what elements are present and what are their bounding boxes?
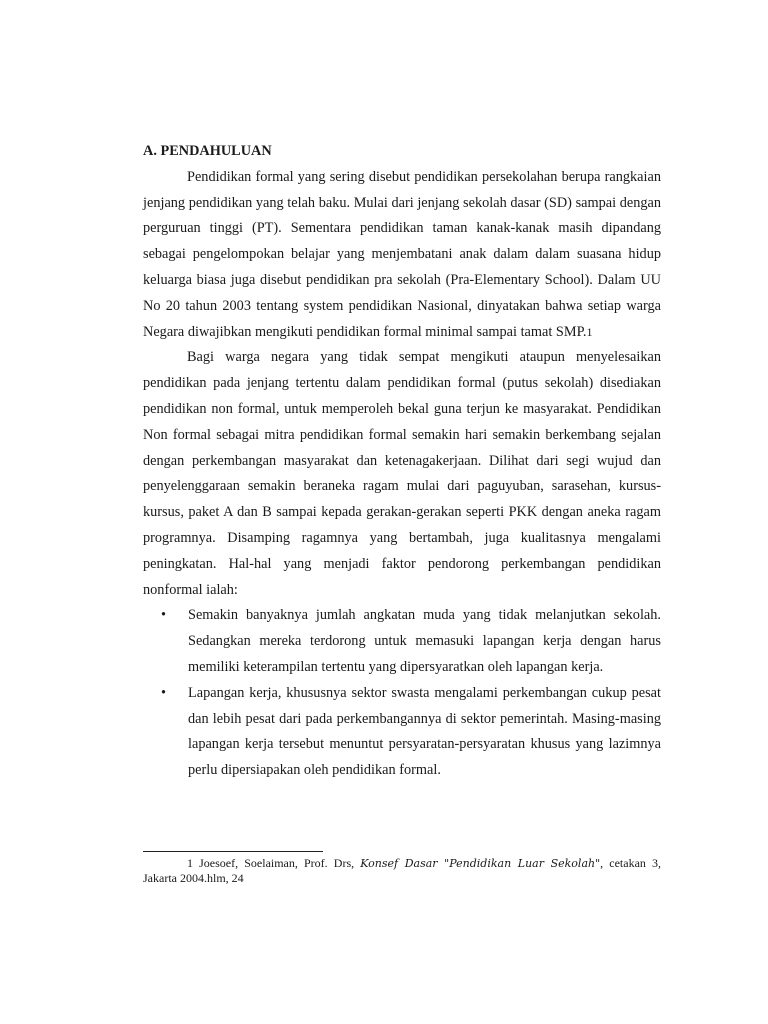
list-item-text: Semakin banyaknya jumlah angkatan muda yang tidak melanjutkan sekolah. Sedangkan mereka terdorong untuk memasuki lapangan kerja dengan harus memiliki keterampilan tertentu yang dipersyaratkan oleh lapangan kerja. <box>188 607 661 675</box>
footnote-author: Joesoef, Soelaiman, Prof. Drs, <box>199 856 355 870</box>
bullet-list <box>143 603 661 784</box>
body-text <box>143 139 661 784</box>
list-item <box>143 603 661 680</box>
footnote-title: Konsef Dasar "Pendidikan Luar Sekolah" <box>360 857 601 870</box>
paragraph-1 <box>143 165 661 346</box>
bullet-icon: • <box>161 684 167 701</box>
bullet-icon: • <box>161 607 167 624</box>
footnote-publication: , cetakan 3, Jakarta 2004.hlm, 24 <box>143 856 662 885</box>
paragraph-2: Bagi warga negara yang tidak sempat mengikuti ataupun menyelesaikan pendidikan pada jenjang tertentu dalam pendidikan formal (putus sekolah) disediakan pendidikan non formal, untuk memperoleh bekal guna terjun ke masyarakat. Pendidikan Non formal sebagai mitra pendidikan formal semakin hari semakin berkembang sejalan dengan perkembangan masyarakat dan ketenagakerjaan. Dilihat dari segi wujud dan penyelenggaraan semakin beraneka ragam mulai dari paguyuban, sarasehan, kursus-kursus, paket A dan B sampai kepada gerakan-gerakan seperti PKK dengan aneka ragam programnya. Disamping ragamnya yang bertambah, juga kualitasnya mengalami peningkatan. Hal-hal yang menjadi faktor pendorong perkembangan pendidikan nonformal ialah: <box>143 349 661 598</box>
footnote-number: 1 <box>187 856 193 870</box>
footnote-reference: 1 <box>586 324 593 339</box>
footnote-divider <box>143 851 323 852</box>
section-heading: A. PENDAHULUAN <box>143 143 272 159</box>
footnote <box>143 856 661 886</box>
list-item <box>143 681 661 784</box>
list-item-text: Lapangan kerja, khususnya sektor swasta mengalami perkembangan cukup pesat dan lebih pesat dari pada perkembangannya di sektor pemerintah. Masing-masing lapangan kerja tersebut menuntut persyaratan-persyaratan khusus yang lazimnya perlu dipersiapakan oleh pendidikan formal. <box>188 684 661 779</box>
paragraph-1-text: Pendidikan formal yang sering disebut pendidikan persekolahan berupa rangkaian jenjang pendidikan yang telah baku. Mulai dari jenjang sekolah dasar (SD) sampai dengan perguruan tinggi (PT). Sementara pendidikan taman kanak-kanak masih dipandang sebagai pengelompokan belajar yang menjembatani anak dalam dalam suasana hidup keluarga biasa juga disebut pendidikan pra sekolah (Pra-Elementary School). Dalam UU No 20 tahun 2003 tentang system pendidikan Nasional, dinyatakan bahwa setiap warga Negara diwajibkan mengikuti pendidikan formal minimal sampai tamat SMP. <box>143 168 661 340</box>
